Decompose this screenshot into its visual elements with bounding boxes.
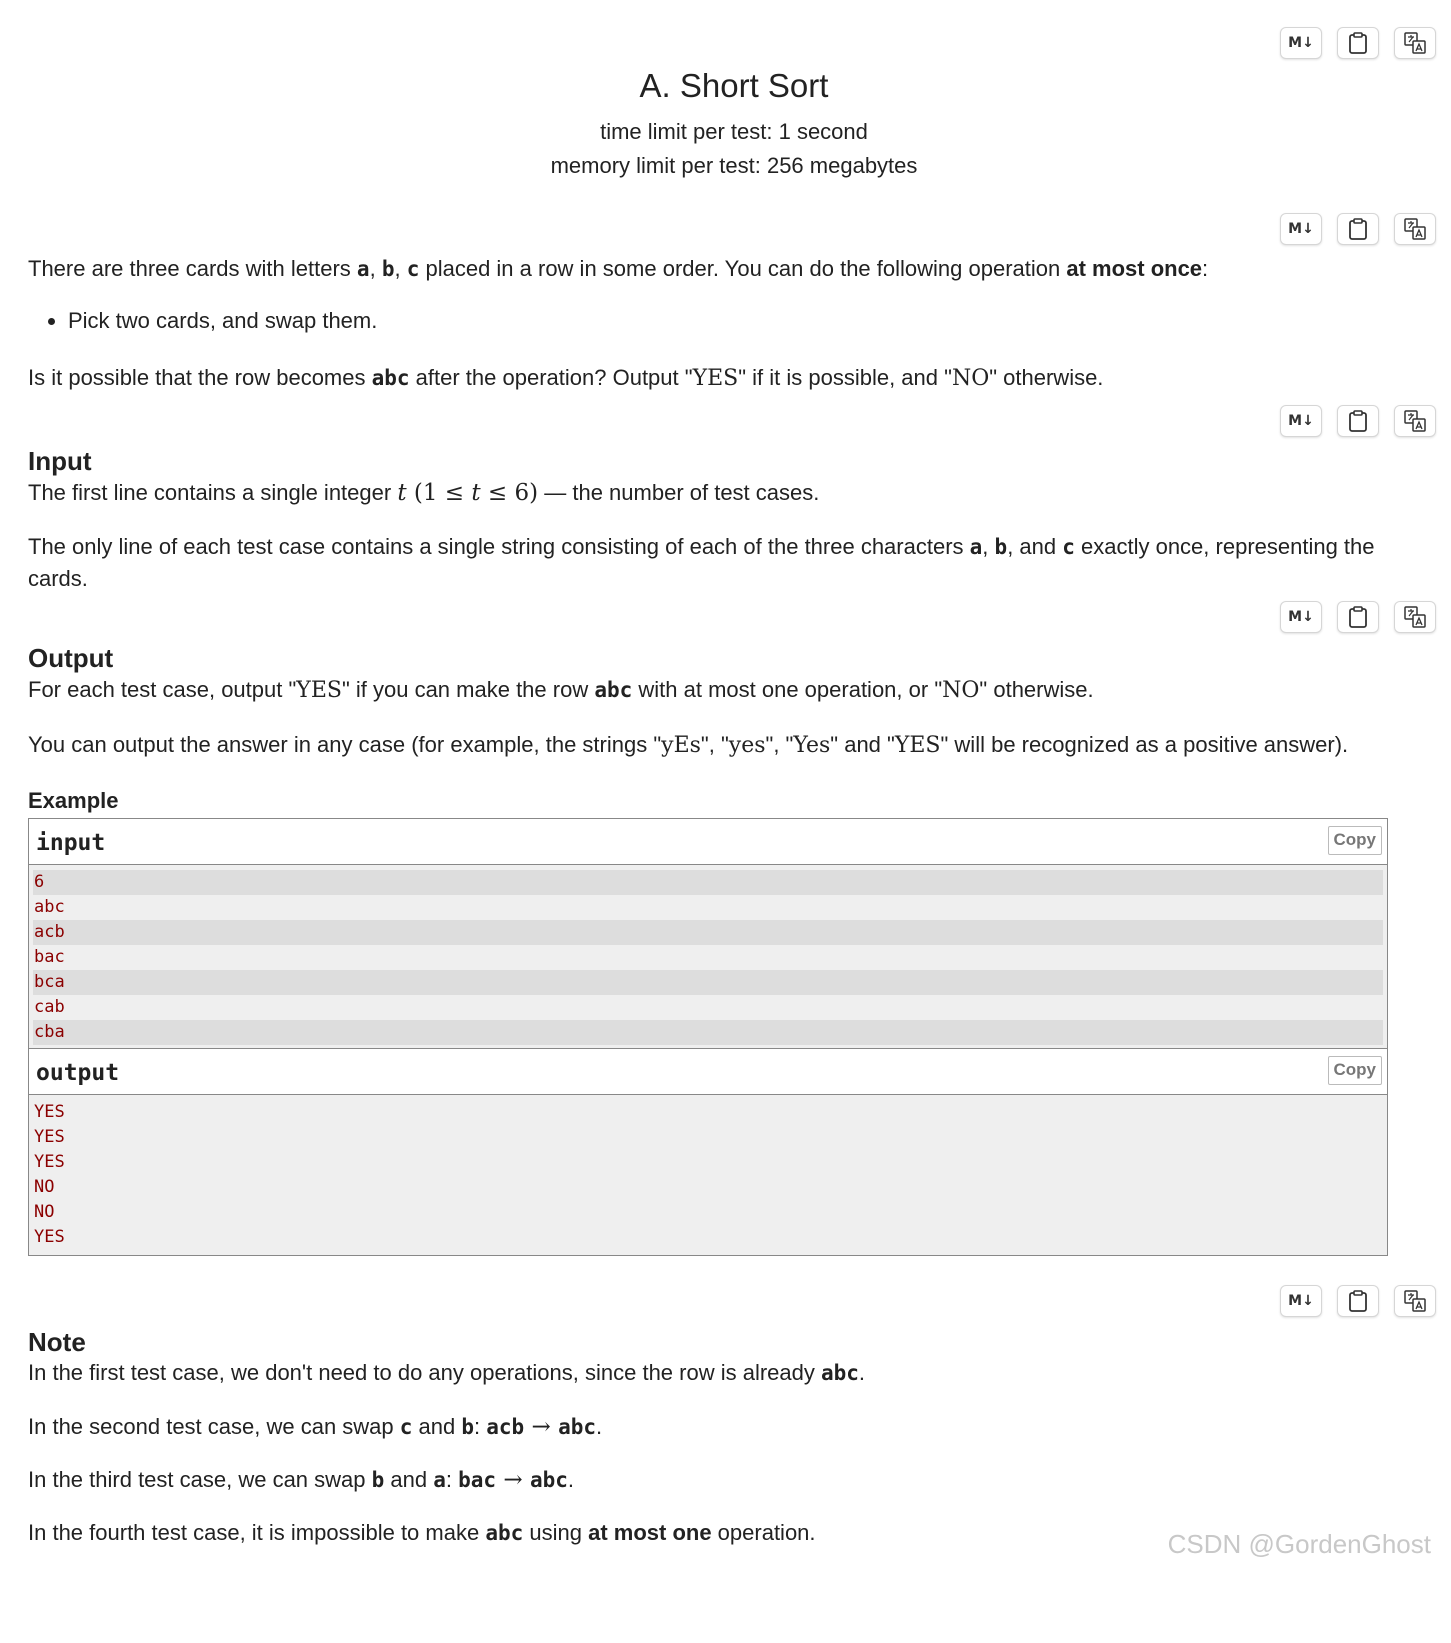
output-paragraph-2: You can output the answer in any case (for example, the strings "yEs", "yes", "Yes" and "YES" will be recognized as a positive answer).: [28, 732, 1349, 758]
markdown-button[interactable]: [1280, 405, 1322, 437]
output-toolbar: [1280, 601, 1436, 633]
markdown-icon: M↓: [1288, 1292, 1314, 1309]
list-item: abc: [34, 897, 65, 917]
sample-output-header: [29, 1049, 1387, 1095]
list-item: bac: [34, 947, 65, 967]
markdown-button[interactable]: [1280, 27, 1322, 59]
header-toolbar: [1280, 27, 1436, 59]
list-item: YES: [34, 1102, 65, 1122]
markdown-icon: M↓: [1288, 412, 1314, 429]
markdown-icon: M↓: [1288, 220, 1314, 237]
note-paragraph-2: In the second test case, we can swap c and b: acb → abc.: [28, 1414, 603, 1440]
translate-icon: [1403, 31, 1427, 55]
list-item: YES: [34, 1152, 65, 1172]
translate-button[interactable]: [1394, 213, 1436, 245]
clipboard-icon: [1348, 410, 1368, 432]
list-item: acb: [33, 920, 1383, 945]
translate-icon: [1403, 1289, 1427, 1313]
clipboard-icon: [1348, 606, 1368, 628]
sample-output-body: [29, 1095, 1387, 1255]
note-paragraph-4: In the fourth test case, it is impossible to make abc using at most one operation.: [28, 1520, 816, 1545]
input-paragraph-2: The only line of each test case contains a single string consisting of each of the three characters a, b, and c exactly once, representing the cards.: [28, 534, 1375, 591]
list-item: • Pick two cards, and swap them.: [68, 305, 377, 337]
sample-output-label: output: [36, 1060, 120, 1086]
clipboard-icon: [1348, 32, 1368, 54]
clipboard-button[interactable]: [1337, 1285, 1379, 1317]
markdown-button[interactable]: [1280, 213, 1322, 245]
input-toolbar: [1280, 405, 1436, 437]
clipboard-icon: [1348, 1290, 1368, 1312]
list-item: YES: [34, 1227, 65, 1247]
output-paragraph-1: For each test case, output "YES" if you can make the row abc with at most one operation, or "NO" otherwise.: [28, 677, 1094, 703]
translate-icon: [1403, 605, 1427, 629]
clipboard-button[interactable]: [1337, 213, 1379, 245]
memory-limit: memory limit per test: 256 megabytes: [550, 153, 918, 178]
translate-icon: [1403, 217, 1427, 241]
markdown-button[interactable]: [1280, 1285, 1322, 1317]
copy-input-button[interactable]: Copy: [1328, 826, 1383, 855]
translate-button[interactable]: [1394, 27, 1436, 59]
note-paragraph-3: In the third test case, we can swap b and a: bac → abc.: [28, 1467, 575, 1493]
list-item: bca: [33, 970, 1383, 995]
markdown-button[interactable]: [1280, 601, 1322, 633]
clipboard-icon: [1348, 218, 1368, 240]
list-item: NO: [34, 1177, 55, 1197]
watermark: CSDN @GordenGhost: [1167, 1529, 1431, 1559]
list-item: cba: [33, 1020, 1383, 1045]
sample-input-header: [29, 819, 1387, 865]
statement-paragraph-2: Is it possible that the row becomes abc after the operation? Output "YES" if it is possible, and "NO" otherwise.: [28, 365, 1104, 391]
statement-paragraph-1: There are three cards with letters a, b, c placed in a row in some order. You can do the following operation at most once:: [28, 256, 1209, 281]
clipboard-button[interactable]: [1337, 601, 1379, 633]
copy-output-button[interactable]: Copy: [1328, 1056, 1383, 1085]
sample-input: [28, 818, 1388, 1051]
sample-input-body: [29, 865, 1387, 1050]
operation-list: [28, 305, 377, 337]
output-title: Output: [28, 643, 114, 673]
example-label: Example: [28, 788, 119, 813]
statement-toolbar: [1280, 213, 1436, 245]
time-limit: time limit per test: 1 second: [600, 119, 868, 144]
list-item: NO: [34, 1202, 55, 1222]
translate-icon: [1403, 409, 1427, 433]
problem-title: A. Short Sort: [639, 67, 829, 104]
clipboard-button[interactable]: [1337, 27, 1379, 59]
markdown-icon: M↓: [1288, 608, 1314, 625]
input-title: Input: [28, 446, 92, 476]
note-toolbar: [1280, 1285, 1436, 1317]
limits: [28, 115, 1440, 183]
list-item: cab: [34, 997, 65, 1017]
clipboard-button[interactable]: [1337, 405, 1379, 437]
note-paragraph-1: In the first test case, we don't need to do any operations, since the row is already abc.: [28, 1360, 866, 1385]
translate-button[interactable]: [1394, 1285, 1436, 1317]
sample-input-label: input: [36, 830, 106, 856]
sample-output: [28, 1048, 1388, 1256]
list-item: YES: [34, 1127, 65, 1147]
note-title: Note: [28, 1327, 86, 1357]
translate-button[interactable]: [1394, 405, 1436, 437]
input-paragraph-1: The first line contains a single integer t (1 ≤ t ≤ 6) — the number of test cases.: [28, 480, 820, 506]
translate-button[interactable]: [1394, 601, 1436, 633]
list-item: 6: [33, 870, 1383, 895]
markdown-icon: M↓: [1288, 34, 1314, 51]
